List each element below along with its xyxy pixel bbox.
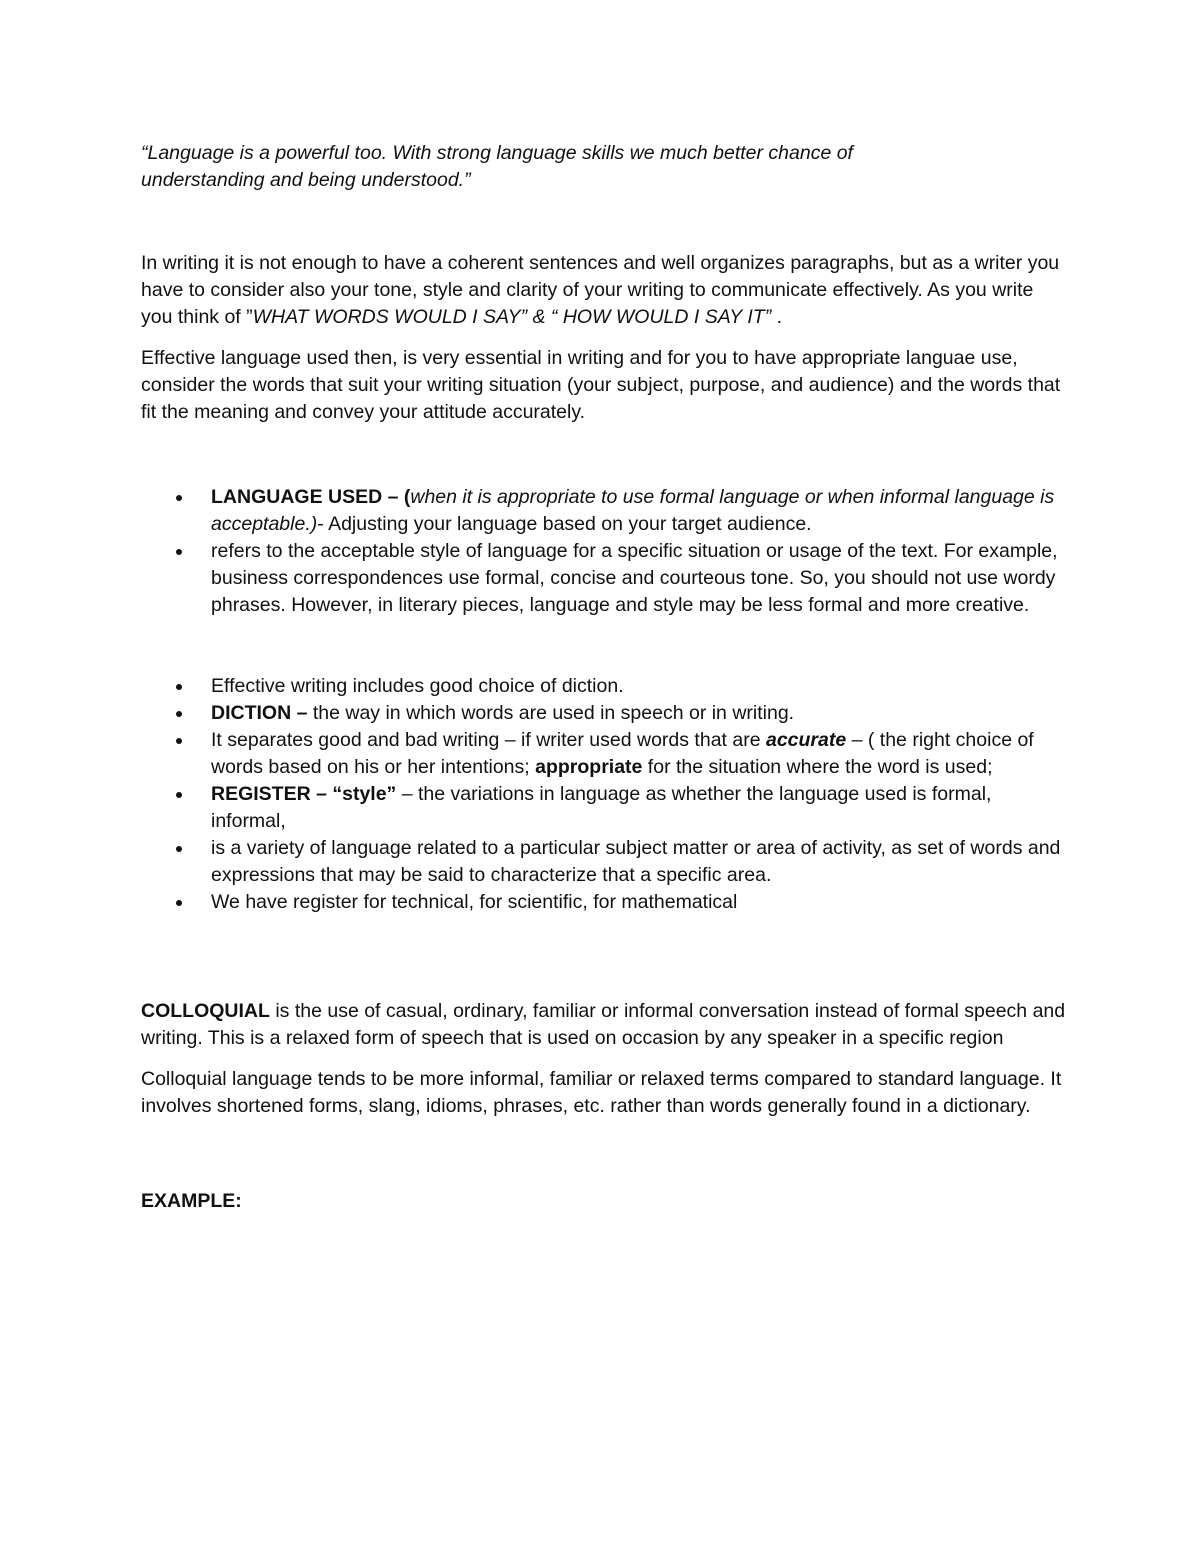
document-page bbox=[141, 140, 1066, 1215]
bullet-icon bbox=[176, 846, 182, 852]
list-item bbox=[211, 781, 1066, 835]
list-item bbox=[211, 484, 1066, 538]
register-term: REGISTER – “style” bbox=[211, 783, 397, 805]
list-item bbox=[211, 727, 1066, 781]
separates-text-b: – ( the right choice of words based on his or her intentions; bbox=[211, 729, 1034, 778]
language-used-term: LANGUAGE USED – ( bbox=[211, 486, 411, 508]
register-examples-text: We have register for technical, for scientific, for mathematical bbox=[211, 891, 738, 913]
language-used-text: - Adjusting your language based on your target audience. bbox=[317, 513, 812, 535]
bullet-icon bbox=[176, 711, 182, 717]
list-item bbox=[211, 673, 1066, 700]
bullet-icon bbox=[176, 738, 182, 744]
list-item bbox=[211, 538, 1066, 619]
bullet-icon bbox=[176, 792, 182, 798]
colloquial-paragraph-2: Colloquial language tends to be more informal, familiar or relaxed terms compared to standard language. It involves shortened forms, slang, idioms, phrases, etc. rather than words generally found in a dictionary. bbox=[141, 1068, 1062, 1117]
bullet-icon bbox=[176, 900, 182, 906]
effective-language-paragraph: Effective language used then, is very essential in writing and for you to have appropriate languae use, consider the words that suit your writing situation (your subject, purpose, and audience) and the words that fit the meaning and convey your attitude accurately. bbox=[141, 347, 1061, 423]
colloquial-definition: is the use of casual, ordinary, familiar or informal conversation instead of formal speech and writing. This is a relaxed form of speech that is used on occasion by any speaker in a specific region bbox=[141, 1000, 1066, 1049]
quote-line-2: understanding and being understood.” bbox=[141, 169, 471, 191]
separates-text-a: It separates good and bad writing – if writer used words that are bbox=[211, 729, 766, 751]
language-used-definition: refers to the acceptable style of language for a specific situation or usage of the text. For example, business correspondences use formal, concise and courteous tone. So, you should not use wordy phrases. However, in literary pieces, language and style may be less formal and more creative. bbox=[211, 540, 1058, 616]
bullet-icon bbox=[176, 495, 182, 501]
appropriate-term: appropriate bbox=[535, 756, 643, 778]
intro-italic-questions: WHAT WORDS WOULD I SAY” & “ HOW WOULD I SAY IT” bbox=[252, 306, 772, 328]
diction-intro-text: Effective writing includes good choice of diction. bbox=[211, 675, 624, 697]
diction-definition: the way in which words are used in speech or in writing. bbox=[307, 702, 795, 724]
opening-quote bbox=[141, 140, 1066, 194]
list-item bbox=[211, 889, 1066, 916]
colloquial-paragraph bbox=[141, 998, 1066, 1052]
diction-term: DICTION – bbox=[211, 702, 308, 724]
example-heading: EXAMPLE: bbox=[141, 1190, 242, 1212]
intro-text-a: In writing it is not enough to have a coherent sentences and well organizes paragraphs, but as a writer you have to consider also your tone, style and clarity of your writing to communicate effectively. As you write you think of ” bbox=[141, 252, 1060, 328]
register-definition: – the variations in language as whether the language used is formal, informal, bbox=[211, 783, 992, 832]
accurate-term: accurate bbox=[765, 729, 847, 751]
language-used-italic: when it is appropriate to use formal language or when informal language is acceptable.) bbox=[211, 486, 1055, 535]
intro-text-b: . bbox=[771, 306, 783, 328]
diction-register-list bbox=[141, 673, 1066, 916]
register-variety-text: is a variety of language related to a particular subject matter or area of activity, as set of words and expressions that may be said to characterize that a specific area. bbox=[211, 837, 1061, 886]
list-item bbox=[211, 835, 1066, 889]
quote-line-1: “Language is a powerful too. With strong language skills we much better chance of bbox=[141, 142, 853, 164]
language-used-list bbox=[141, 484, 1066, 619]
intro-paragraph bbox=[141, 250, 1066, 331]
bullet-icon bbox=[176, 549, 182, 555]
separates-text-c: for the situation where the word is used; bbox=[642, 756, 993, 778]
colloquial-term: COLLOQUIAL bbox=[141, 1000, 270, 1022]
list-item bbox=[211, 700, 1066, 727]
bullet-icon bbox=[176, 684, 182, 690]
